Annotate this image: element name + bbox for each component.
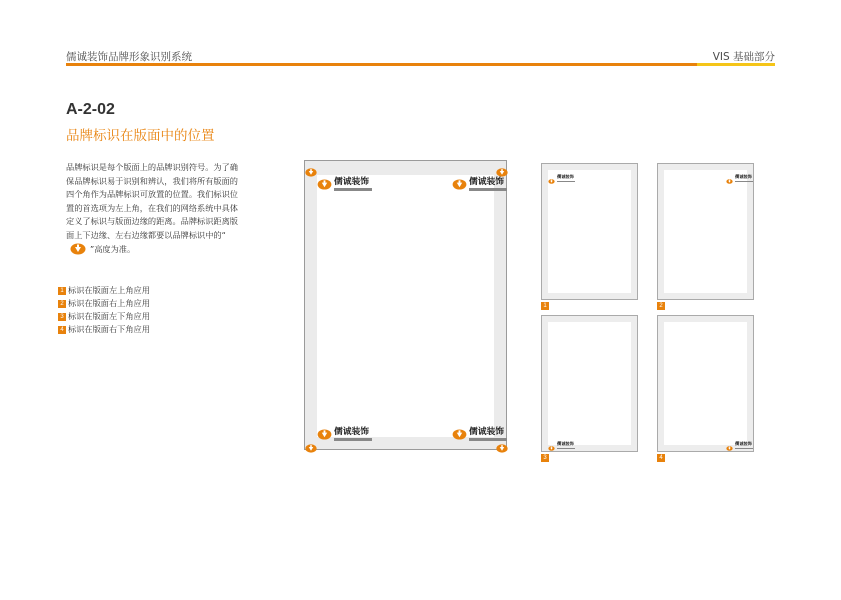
brand-logo-text: 儒诚装饰	[334, 427, 369, 438]
header-divider-accent	[697, 63, 775, 66]
description	[66, 161, 246, 256]
brand-logo-icon	[70, 243, 86, 255]
brand-logo-text: 儒诚装饰	[557, 441, 574, 447]
brand-logo-subline	[557, 181, 575, 182]
legend-item	[58, 284, 150, 297]
legend-item	[58, 323, 150, 336]
legend-number: 4	[58, 326, 66, 334]
thumbnail-number: 4	[657, 454, 665, 462]
thumbnail-bottom-right	[657, 315, 754, 452]
layout-demo-frame	[304, 160, 507, 450]
brand-logo-icon	[452, 425, 467, 444]
legend-label: 标识在版面左下角应用	[68, 311, 150, 321]
corner-marker-icon	[496, 162, 508, 181]
brand-logo-icon	[317, 175, 332, 194]
thumbnail-number: 1	[541, 302, 549, 310]
legend-number: 1	[58, 287, 66, 295]
header-divider	[66, 63, 775, 66]
brand-logo-icon	[726, 436, 733, 455]
brand-logo-icon	[317, 425, 332, 444]
brand-logo	[726, 169, 753, 188]
layout-demo-content-area	[317, 175, 494, 437]
brand-logo-text: 儒诚装饰	[735, 174, 752, 180]
legend-list	[58, 284, 150, 336]
legend-number: 2	[58, 300, 66, 308]
brand-logo-subline	[334, 438, 372, 441]
brand-logo-text: 儒诚装饰	[557, 174, 574, 180]
section-code: A-2-02	[66, 101, 115, 118]
brand-logo-icon	[452, 175, 467, 194]
section-title: 品牌标识在版面中的位置	[66, 128, 215, 144]
brand-logo-subline	[334, 188, 372, 191]
brand-logo	[317, 425, 372, 444]
thumbnail-number: 2	[657, 302, 665, 310]
brand-logo-icon	[548, 169, 555, 188]
brand-logo-subline	[557, 448, 575, 449]
brand-logo	[317, 175, 372, 194]
header-left-title: 儒诚装饰品牌形象识别系统	[66, 51, 192, 63]
thumbnail-bottom-left	[541, 315, 638, 452]
legend-item	[58, 310, 150, 323]
legend-label: 标识在版面右上角应用	[68, 298, 150, 308]
brand-logo-text: 儒诚装饰	[469, 177, 504, 188]
legend-item	[58, 297, 150, 310]
description-text-end: ”高度为准。	[90, 243, 136, 254]
corner-marker-icon	[305, 162, 317, 181]
corner-marker-icon	[305, 438, 317, 457]
brand-logo	[548, 169, 575, 188]
brand-logo-text: 儒诚装饰	[469, 427, 504, 438]
brand-logo-subline	[469, 188, 507, 191]
brand-logo-icon	[726, 169, 733, 188]
thumbnail-number: 3	[541, 454, 549, 462]
brand-logo-subline	[735, 181, 753, 182]
description-text: 品牌标识是每个版面上的品牌识别符号。为了确保品牌标识易于识别和辨认，我们将所有版面的四个角作为品牌标识可放置的位置。我们标识位置的首选项为左上角，在我们的网络系统中具体定义了标识与版面边缘的距离。品牌标识距离版面上下边缘、左右边缘都要以品牌标识中的“	[66, 162, 238, 240]
brand-logo-icon	[548, 436, 555, 455]
brand-logo	[548, 436, 575, 455]
brand-logo	[726, 436, 753, 455]
brand-logo-subline	[735, 448, 753, 449]
brand-logo-text: 儒诚装饰	[735, 441, 752, 447]
legend-number: 3	[58, 313, 66, 321]
legend-label: 标识在版面右下角应用	[68, 324, 150, 334]
header-right-title: VIS 基础部分	[712, 51, 775, 63]
corner-marker-icon	[496, 438, 508, 457]
legend-label: 标识在版面左上角应用	[68, 285, 150, 295]
brand-logo-text: 儒诚装饰	[334, 177, 369, 188]
